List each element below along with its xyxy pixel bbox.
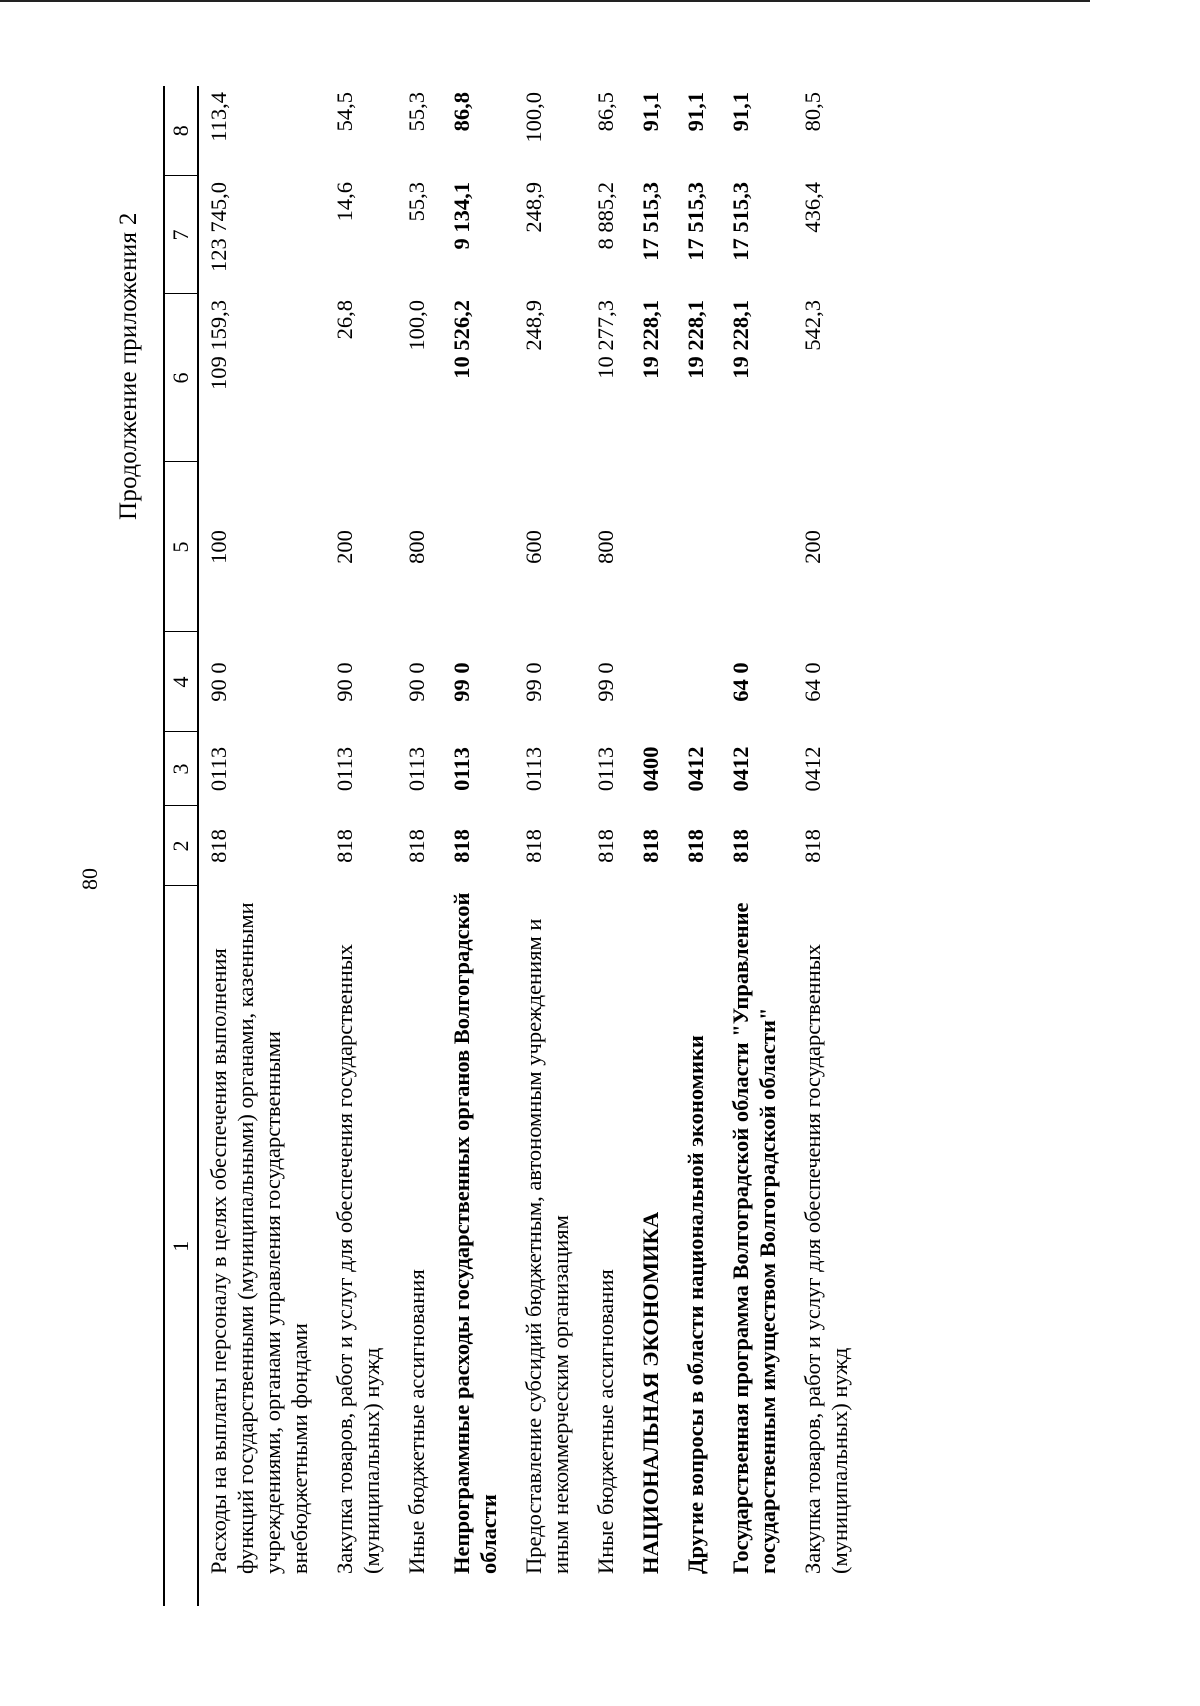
row-target-code: 90 0 — [404, 662, 429, 702]
row-percent: 91,1 — [728, 92, 753, 132]
row-planned-amount: 19 228,1 — [683, 300, 708, 379]
row-actual-amount: 9 134,1 — [449, 182, 474, 250]
row-expense-type: 800 — [593, 530, 618, 564]
row-admin-code: 818 — [449, 829, 474, 863]
row-admin-code: 818 — [332, 829, 357, 863]
row-name: Закупка товаров, работ и услуг для обеспечения государственных (муниципальных) нужд — [332, 943, 384, 1574]
row-target-code: 90 0 — [206, 662, 231, 702]
table-row — [442, 86, 514, 1606]
scan-edge-line — [0, 0, 1090, 2]
row-section-code: 0113 — [593, 746, 618, 792]
row-section-code: 0113 — [206, 746, 231, 792]
row-percent: 86,5 — [593, 92, 618, 132]
row-target-code: 99 0 — [521, 662, 546, 702]
row-expense-type — [676, 462, 721, 632]
row-section-code: 0412 — [683, 746, 708, 792]
row-target-code: 90 0 — [332, 662, 357, 702]
row-name: НАЦИОНАЛЬНАЯ ЭКОНОМИКА — [638, 1211, 663, 1574]
row-percent: 54,5 — [332, 92, 357, 132]
row-actual-amount: 17 515,3 — [728, 182, 753, 261]
row-planned-amount: 26,8 — [332, 300, 357, 340]
row-percent: 86,8 — [449, 92, 474, 132]
column-header: 4 — [164, 632, 198, 732]
row-percent: 113,4 — [206, 92, 231, 142]
column-header: 7 — [164, 176, 198, 294]
row-admin-code: 818 — [593, 829, 618, 863]
row-name: Иные бюджетные ассигнования — [404, 1269, 429, 1574]
row-planned-amount: 10 526,2 — [449, 300, 474, 379]
table-header-row — [164, 86, 198, 1606]
row-name: Другие вопросы в области национальной экономики — [683, 1035, 708, 1574]
row-percent: 80,5 — [800, 92, 825, 132]
row-section-code: 0113 — [404, 746, 429, 792]
row-actual-amount: 8 885,2 — [593, 182, 618, 250]
row-actual-amount: 55,3 — [404, 182, 429, 222]
row-admin-code: 818 — [638, 829, 663, 863]
row-planned-amount: 248,9 — [521, 300, 546, 351]
row-planned-amount: 19 228,1 — [728, 300, 753, 379]
row-admin-code: 818 — [800, 829, 825, 863]
row-expense-type — [721, 462, 793, 632]
row-percent: 55,3 — [404, 92, 429, 132]
row-target-code: 99 0 — [593, 662, 618, 702]
row-section-code: 0113 — [449, 747, 474, 791]
row-target-code: 64 0 — [800, 662, 825, 702]
row-percent: 91,1 — [638, 92, 663, 132]
column-header: 5 — [164, 462, 198, 632]
row-planned-amount: 542,3 — [800, 300, 825, 351]
row-section-code: 0412 — [728, 746, 753, 792]
column-header: 6 — [164, 294, 198, 462]
row-expense-type — [442, 462, 514, 632]
row-expense-type: 100 — [206, 530, 231, 564]
table-row — [586, 86, 631, 1606]
row-name: Закупка товаров, работ и услуг для обеспечения государственных (муниципальных) нужд — [800, 943, 852, 1574]
row-section-code: 0113 — [332, 746, 357, 792]
row-expense-type: 800 — [404, 530, 429, 564]
row-expense-type: 200 — [332, 530, 357, 564]
table-row — [198, 86, 325, 1606]
page-number: 80 — [77, 868, 102, 890]
row-planned-amount: 19 228,1 — [638, 300, 663, 379]
row-target-code: 99 0 — [449, 662, 474, 702]
row-admin-code: 818 — [404, 829, 429, 863]
table-body — [198, 86, 865, 1606]
row-percent: 91,1 — [683, 92, 708, 132]
column-header: 2 — [164, 806, 198, 886]
row-actual-amount: 436,4 — [800, 182, 825, 233]
row-planned-amount: 10 277,3 — [593, 300, 618, 379]
row-section-code: 0400 — [638, 746, 663, 792]
row-planned-amount: 109 159,3 — [206, 300, 231, 390]
row-admin-code: 818 — [206, 829, 231, 863]
row-admin-code: 818 — [683, 829, 708, 863]
row-actual-amount: 248,9 — [521, 182, 546, 233]
row-target-code: 64 0 — [728, 662, 753, 702]
column-header: 1 — [164, 886, 198, 1606]
row-expense-type: 200 — [800, 530, 825, 564]
row-actual-amount: 14,6 — [332, 182, 357, 222]
document-page — [75, 60, 1165, 1660]
table-row — [721, 86, 793, 1606]
row-section-code: 0412 — [800, 746, 825, 792]
row-admin-code: 818 — [728, 829, 753, 863]
row-section-code: 0113 — [521, 746, 546, 792]
budget-table — [163, 86, 865, 1606]
row-name: Иные бюджетные ассигнования — [593, 1269, 618, 1574]
row-actual-amount: 17 515,3 — [683, 182, 708, 261]
row-name: Предоставление субсидий бюджетным, автономным учреждениям и иным некоммерческим организациям — [521, 918, 573, 1574]
row-target-code — [676, 632, 721, 732]
row-actual-amount: 123 745,0 — [206, 182, 231, 272]
table-row — [325, 86, 397, 1606]
column-header: 8 — [164, 86, 198, 176]
table-row — [676, 86, 721, 1606]
continuation-label: Продолжение приложения 2 — [115, 212, 142, 520]
row-expense-type: 600 — [521, 530, 546, 564]
row-actual-amount: 17 515,3 — [638, 182, 663, 261]
table-row — [514, 86, 586, 1606]
table-row — [793, 86, 865, 1606]
row-name: Непрограммные расходы государственных органов Волгоградской области — [449, 892, 501, 1574]
row-target-code — [631, 632, 676, 732]
row-name: Государственная программа Волгоградской области "Управление государственным имуществом Волгоградской области" — [728, 902, 780, 1574]
column-header: 3 — [164, 732, 198, 806]
table-row — [631, 86, 676, 1606]
table-row — [397, 86, 442, 1606]
row-percent: 100,0 — [521, 92, 546, 143]
row-planned-amount: 100,0 — [404, 300, 429, 351]
row-admin-code: 818 — [521, 829, 546, 863]
row-expense-type — [631, 462, 676, 632]
row-name: Расходы на выплаты персоналу в целях обеспечения выполнения функций государственными (муниципальными) органами, казенными учреждениями, органами управления государственными внебюджетными фондами — [206, 902, 312, 1574]
